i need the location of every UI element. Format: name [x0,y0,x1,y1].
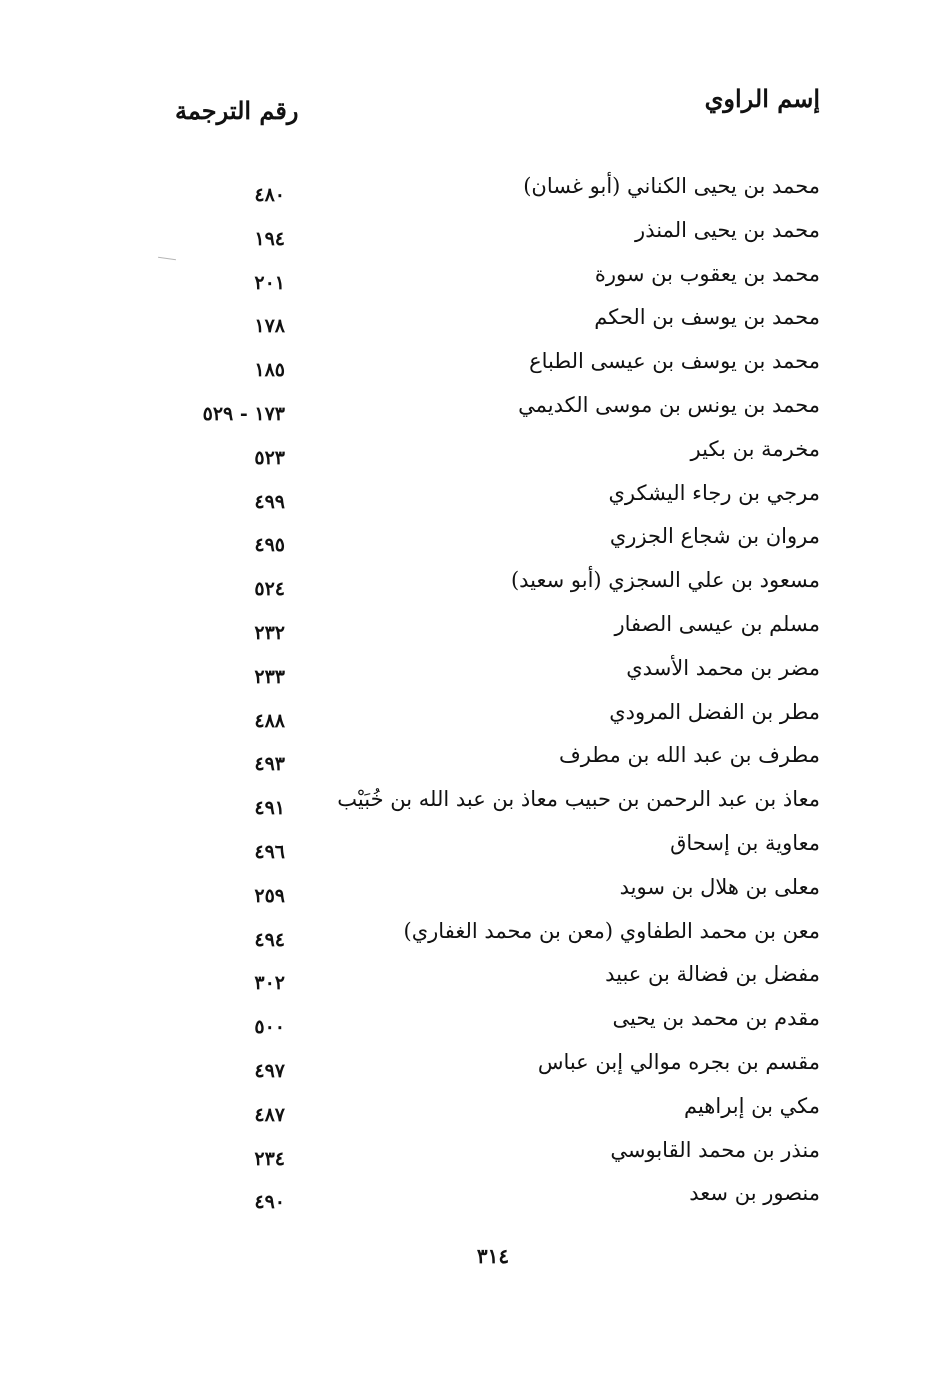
narrator-name: محمد بن يحيى المنذر [635,217,820,242]
biography-number: ٢٠١ [254,271,285,294]
narrator-name: معاذ بن عبد الرحمن بن حبيب معاذ بن عبد الله بن خُبَيْب [337,787,820,812]
biography-number: ١٨٥ [254,359,285,382]
biography-number: ٣٠٢ [254,972,285,995]
list-item [150,520,840,564]
biography-number: ٥٠٠ [254,1016,285,1039]
narrator-name: مسعود بن علي السجزي (أبو سعيد) [510,568,820,593]
biography-number: ٤٩٤ [254,928,285,951]
list-item [150,827,840,871]
list-item [150,564,840,608]
list-item [150,389,840,433]
narrator-name-column-heading: إسم الراوي [704,84,820,113]
biography-number: ١٧٨ [254,315,285,338]
narrator-name: معاوية بن إسحاق [670,830,820,855]
narrator-name: معن بن محمد الطفاوي (معن بن محمد الغفاري) [403,918,820,943]
narrator-name: محمد بن يونس بن موسى الكديمي [518,392,820,417]
list-item [150,301,840,345]
narrator-name: مطرف بن عبد الله بن مطرف [558,743,820,768]
narrator-name: مسلم بن عيسى الصفار [614,611,820,636]
biography-number: ١٩٤ [254,227,285,250]
biography-number: ٤٩٣ [254,753,285,776]
narrator-name: منذر بن محمد القابوسي [610,1137,820,1162]
table-header [150,84,830,134]
biography-number: ٤٨٨ [254,709,285,732]
narrator-name: محمد بن يوسف بن الحكم [594,305,820,330]
biography-number: ٤٩٠ [254,1191,285,1214]
narrator-name: محمد بن يحيى الكناني (أبو غسان) [523,174,820,198]
biography-number: ٢٣٢ [254,621,285,644]
narrator-name: معلى بن هلال بن سويد [619,874,820,899]
narrator-name: مفضل بن فضالة بن عبيد [605,962,820,987]
biography-number: ٥٢٤ [254,578,285,601]
list-item [150,608,840,652]
narrator-name: مضر بن محمد الأسدي [626,655,820,680]
narrator-name: مروان بن شجاع الجزري [609,524,820,549]
list-item [150,915,840,959]
biography-number-column-heading: رقم الترجمة [175,96,299,125]
list-item [150,871,840,915]
list-item [150,170,840,214]
biography-number: ٢٣٣ [254,665,285,688]
list-item [150,783,840,827]
narrator-name: مقسم بن بجره موالي إبن عباس [537,1049,820,1074]
narrator-name: محمد بن يوسف بن عيسى الطباع [529,349,820,374]
list-item [150,258,840,302]
narrator-name: مقدم بن محمد بن يحيى [612,1006,820,1031]
biography-number: ٥٢٣ [254,446,285,469]
list-item [150,696,840,740]
biography-number: ٤٩١ [254,797,285,820]
narrator-name: مكي بن إبراهيم [683,1093,820,1118]
narrator-name: مخرمة بن بكير [690,436,820,461]
biography-number: ٢٥٩ [254,884,285,907]
narrator-name: مرجي بن رجاء اليشكري [608,480,820,505]
biography-number: ٤٩٧ [254,1059,285,1082]
list-item [150,1002,840,1046]
narrator-index-list [150,170,840,1221]
list-item [150,652,840,696]
narrator-name: مطر بن الفضل المرودي [609,699,820,724]
list-item [150,345,840,389]
list-item [150,214,840,258]
biography-number: ٤٩٥ [254,534,285,557]
list-item [150,958,840,1002]
biography-number: ٤٩٦ [254,840,285,863]
list-item [150,1177,840,1221]
page-number: ٣١٤ [476,1244,510,1268]
biography-number: ٤٩٩ [254,490,285,513]
list-item [150,433,840,477]
biography-number: ٢٣٤ [254,1147,285,1170]
biography-number: ٤٨٧ [254,1103,285,1126]
biography-number: ١٧٣ - ٥٢٩ [202,402,285,425]
list-item [150,477,840,521]
narrator-name: محمد بن يعقوب بن سورة [594,261,820,286]
list-item [150,1090,840,1134]
biography-number: ٤٨٠ [254,184,285,206]
list-item [150,1046,840,1090]
narrator-name: منصور بن سعد [689,1181,820,1206]
list-item [150,739,840,783]
list-item [150,1134,840,1178]
